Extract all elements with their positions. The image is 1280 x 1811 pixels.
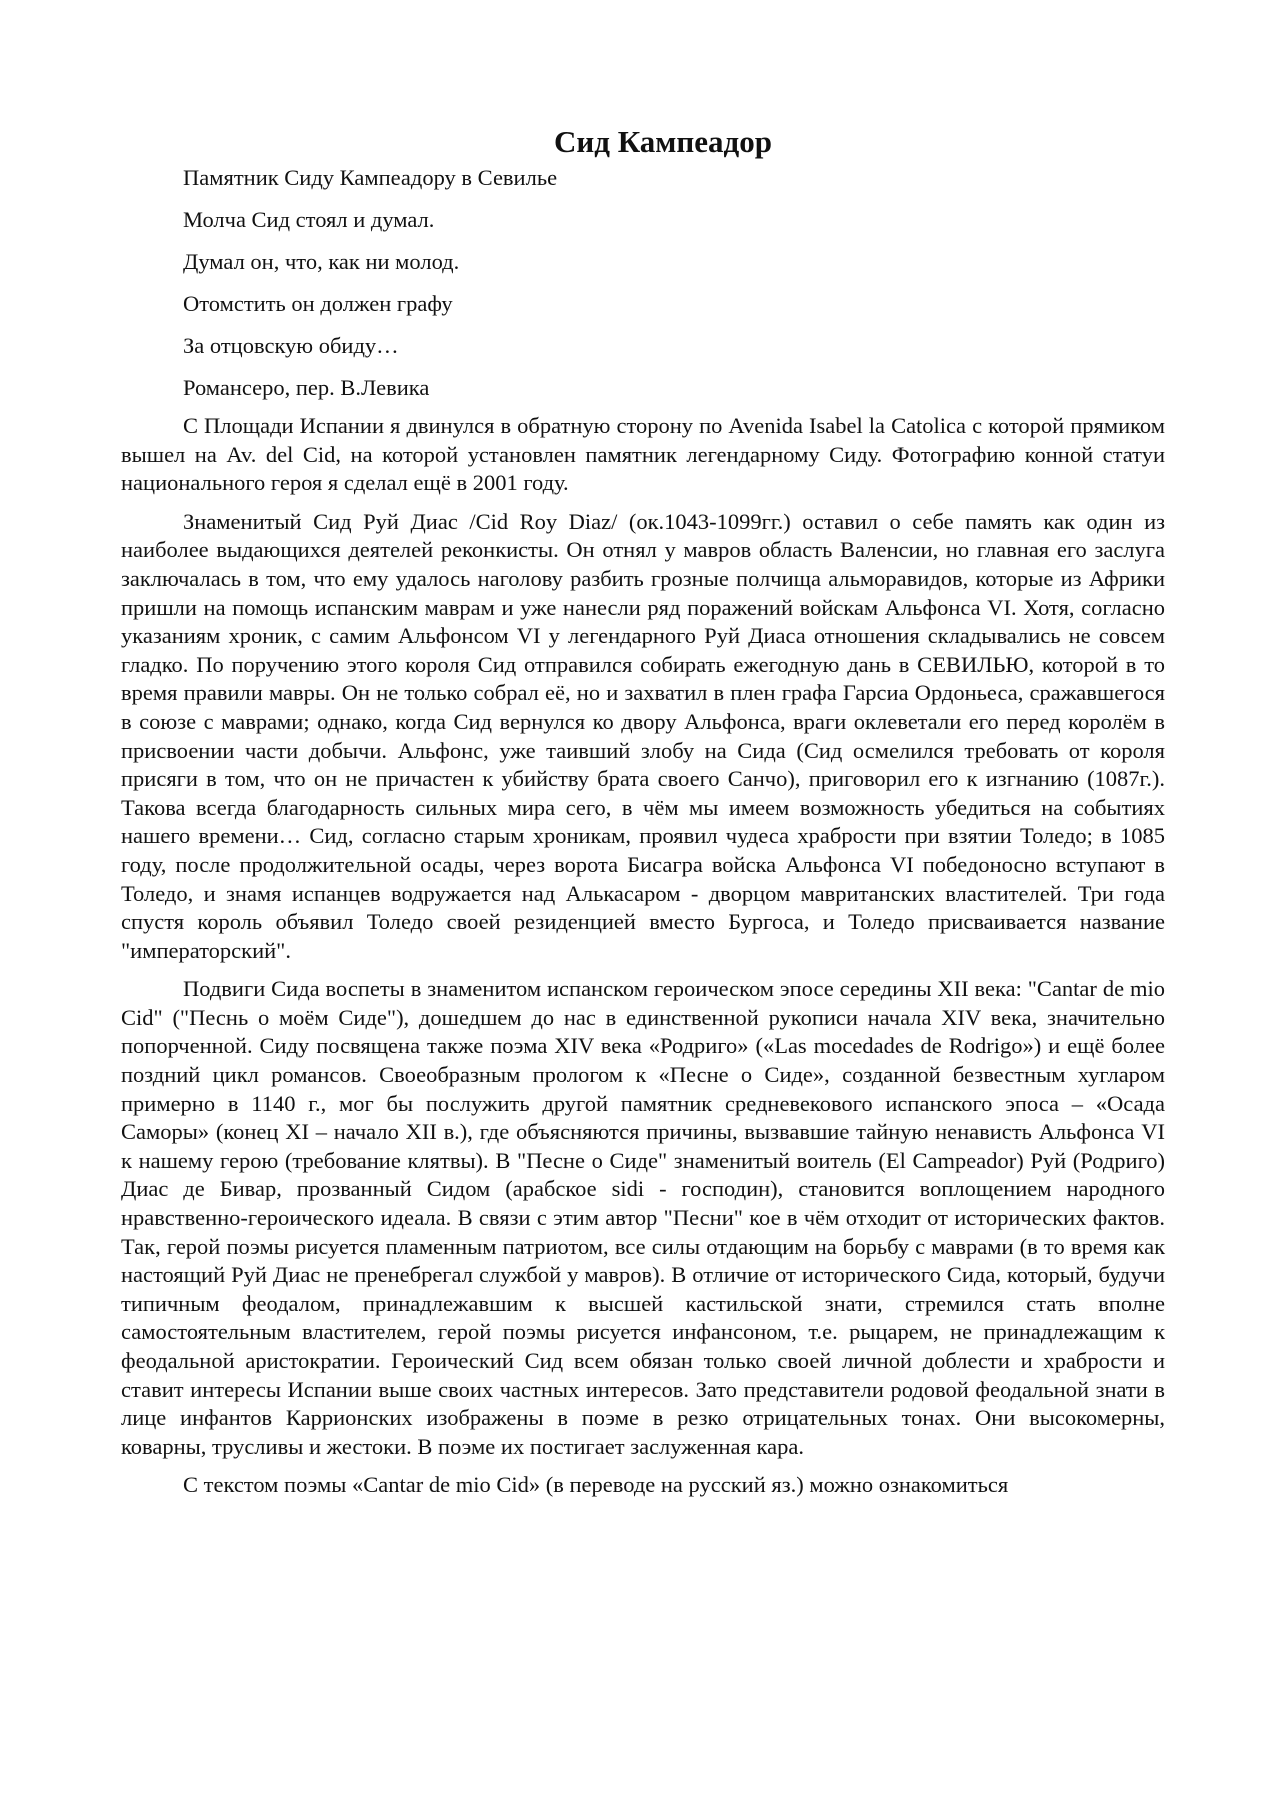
epigraph-verse-line: Думал он, что, как ни молод. <box>183 249 460 274</box>
epigraph <box>121 164 1165 402</box>
document-title: Сид Кампеадор <box>554 124 772 159</box>
epigraph-attribution: Романсеро, пер. В.Левика <box>183 375 430 400</box>
epigraph-verse-line: Молча Сид стоял и думал. <box>183 207 435 232</box>
document-page <box>121 122 1165 1510</box>
epigraph-verse-line: Отомстить он должен графу <box>183 291 453 316</box>
body-paragraph: С Площади Испании я двинулся в обратную сторону по Avenida Isabel la Catolica с которой прямиком вышел на Av. del Cid, на которой установлен памятник легендарному Сиду. Фотографию конной статуи национального героя я сделал ещё в 2001 году. <box>121 413 1165 496</box>
body-paragraph: Подвиги Сида воспеты в знаменитом испанском героическом эпосе середины XII века: "Cantar de mio Cid" ("Песнь о моём Сиде"), дошедшем до нас в единственной рукописи начала XIV века, значительно попорченной. Сиду посвящена также поэма XIV века «Родриго» («Las mocedades de Rodrigo») и ещё более поздний цикл романсов. Своеобразным прологом к «Песне о Сиде», созданной безвестным хугларом примерно в 1140 г., мог бы послужить другой памятник средневекового испанского эпоса – «Осада Саморы» (конец XI – начало XII в.), где объясняются причины, вызвавшие тайную ненависть Альфонса VI к нашему герою (требование клятвы). В "Песне о Сиде" знаменитый воитель (El Campeador) Руй (Родриго) Диас де Бивар, прозванный Сидом (арабское sidi - господин), становится воплощением народного нравственно-героического идеала. В связи с этим автор "Песни" кое в чём отходит от исторических фактов. Так, герой поэмы рисуется пламенным патриотом, все силы отдающим на борьбу с маврами (в то время как настоящий Руй Диас не пренебрегал службой у мавров). В отличие от исторического Сида, который, будучи типичным феодалом, принадлежавшим к высшей кастильской знати, стремился стать вполне самостоятельным властителем, герой поэмы рисуется инфансоном, т.е. рыцарем, не принадлежащим к феодальной аристократии. Героический Сид всем обязан только своей личной доблести и храбрости и ставит интересы Испании выше своих частных интересов. Зато представители родовой феодальной знати в лице инфантов Каррионских изображены в поэме в резко отрицательных тонах. Они высокомерны, коварны, трусливы и жестоки. В поэме их постигает заслуженная кара. <box>121 976 1165 1459</box>
body-paragraph: Знаменитый Сид Руй Диас /Cid Roy Diaz/ (ок.1043-1099гг.) оставил о себе память как один из наиболее выдающихся деятелей реконкисты. Он отнял у мавров область Валенсии, но главная его заслуга заключалась в том, что ему удалось наголову разбить грозные полчища альморавидов, которые из Африки пришли на помощь испанским маврам и уже нанесли ряд поражений войскам Альфонса VI. Хотя, согласно указаниям хроник, с самим Альфонсом VI у легендарного Руй Диаса отношения складывались не совсем гладко. По поручению этого короля Сид отправился собирать ежегодную дань в СЕВИЛЬЮ, которой в то время правили мавры. Он не только собрал её, но и захватил в плен графа Гарсиа Ордоньеса, сражавшегося в союзе с маврами; однако, когда Сид вернулся ко двору Альфонса, враги оклеветали его перед королём в присвоении части добычи. Альфонс, уже таивший злобу на Сида (Сид осмелился требовать от короля присяги в том, что он не причастен к убийству брата своего Санчо), приговорил его к изгнанию (1087г.). Такова всегда благодарность сильных мира сего, в чём мы имеем возможность убедиться на событиях нашего времени… Сид, согласно старым хроникам, проявил чудеса храбрости при взятии Толедо; в 1085 году, после продолжительной осады, через ворота Бисагра войска Альфонса VI победоносно вступают в Толедо, и знамя испанцев водружается над Алькасаром - дворцом мавританских властителей. Три года спустя король объявил Толедо своей резиденцией вместо Бургоса, и Толедо присваивается название "императорский". <box>121 508 1165 963</box>
epigraph-caption: Памятник Сиду Кампеадору в Севилье <box>183 165 558 190</box>
body-paragraph: С текстом поэмы «Cantar de mio Cid» (в переводе на русский яз.) можно ознакомиться <box>183 1472 1009 1498</box>
epigraph-verse-line: За отцовскую обиду… <box>183 333 399 358</box>
